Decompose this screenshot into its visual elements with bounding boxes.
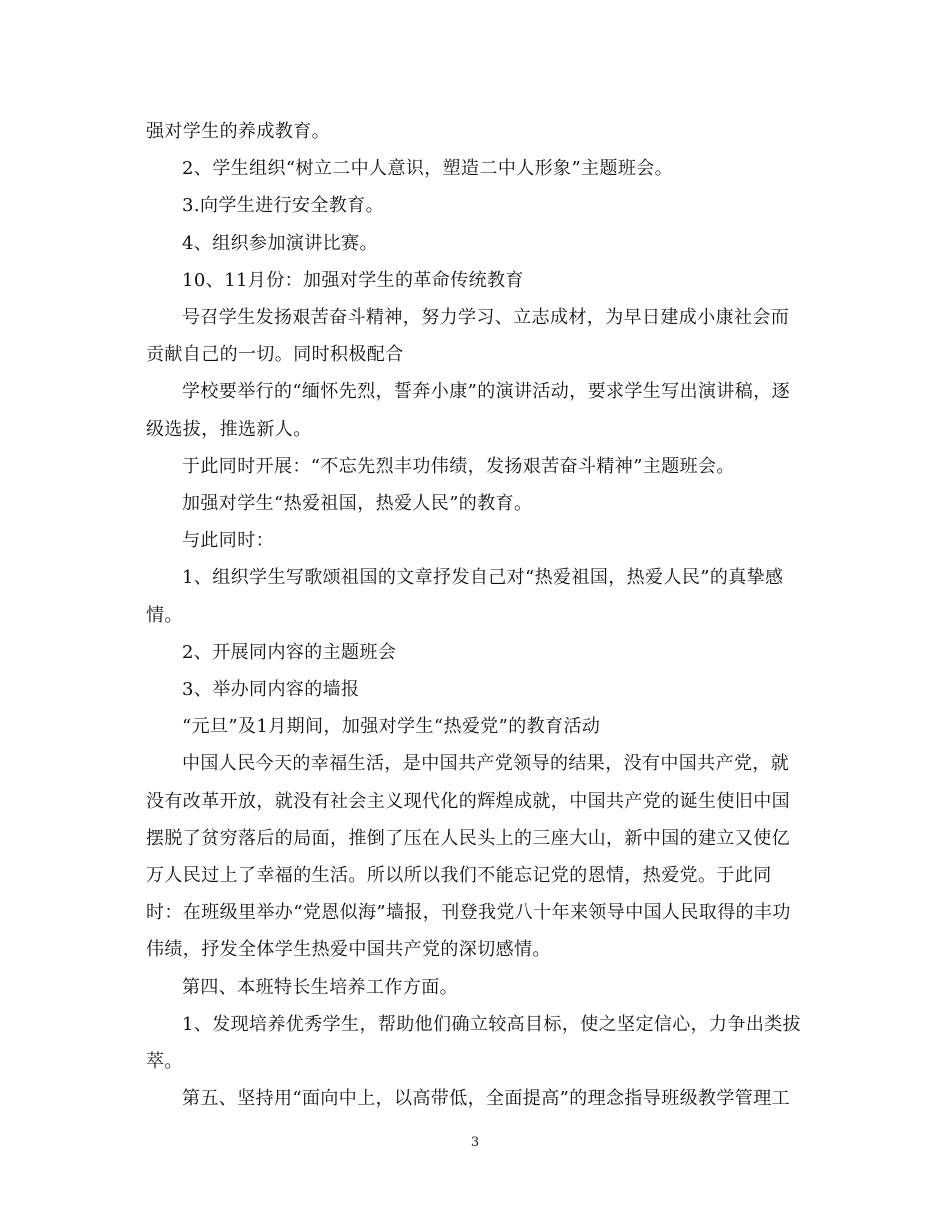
paragraph-item-3-safety: 3.向学生进行安全教育。	[182, 195, 384, 217]
paragraph-new-year-heading: “元旦”及1月期间，加强对学生“热爱党”的教育活动	[182, 716, 601, 738]
paragraph-patriotism: 加强对学生“热爱祖国，热爱人民”的教育。	[182, 493, 533, 515]
page-number: 3	[470, 1135, 480, 1150]
paragraph-section-five: 第五、坚持用“面向中上，以高带低，全面提高”的理念指导班级教学管理工	[182, 1088, 791, 1110]
paragraph-continuation: 强对学生的养成教育。	[146, 121, 330, 142]
paragraph-party-history: 中国人民今天的幸福生活，是中国共产党领导的结果，没有中国共产党，就没有改革开放，就没有社会主义现代化的辉煌成就，中国共产党的诞生使旧中国摆脱了贫穷落后的局面，推倒了压在人民头上的三座大山，新中国的建立又使亿万人民过上了幸福的生活。所以所以我们不能忘记党的恩情，热爱党。于此同时：在班级里举办“党恩似海”墙报，刊登我党八十年来领导中国人民取得的丰功伟绩，抒发全体学生热爱中国共产党的深切感情。	[146, 753, 791, 961]
paragraph-section-four: 第四、本班特长生培养工作方面。	[182, 976, 458, 998]
paragraph-item-1-excellent: 1、发现培养优秀学生，帮助他们确立较高目标，使之坚定信心，力争出类拔萃。	[146, 1013, 802, 1073]
paragraph-item-2-meeting: 2、开展同内容的主题班会	[182, 641, 397, 663]
document-body	[146, 113, 806, 1117]
paragraph-item-3-wall-paper: 3、举办同内容的墙报	[182, 679, 360, 701]
paragraph-item-2-class-meeting: 2、学生组织“树立二中人意识，塑造二中人形象”主题班会。	[182, 158, 674, 180]
paragraph-item-1-essay: 1、组织学生写歌颂祖国的文章抒发自己对“热爱祖国，热爱人民”的真挚感情。	[146, 567, 784, 626]
paragraph-item-4-speech: 4、组织参加演讲比赛。	[182, 232, 378, 254]
paragraph-call-students: 号召学生发扬艰苦奋斗精神，努力学习、立志成材，为早日建成小康社会而贡献自己的一切。同时积极配合	[146, 307, 790, 366]
paragraph-oct-nov-heading: 10、11月份：加强对学生的革命传统教育	[182, 269, 524, 291]
paragraph-meanwhile: 与此同时：	[182, 530, 274, 552]
paragraph-theme-meeting: 于此同时开展：“不忘先烈丰功伟绩，发扬艰苦奋斗精神”主题班会。	[182, 455, 735, 477]
paragraph-school-speech: 学校要举行的“缅怀先烈，誓奔小康”的演讲活动，要求学生写出演讲稿，逐级选拔，推选新人。	[146, 381, 791, 440]
